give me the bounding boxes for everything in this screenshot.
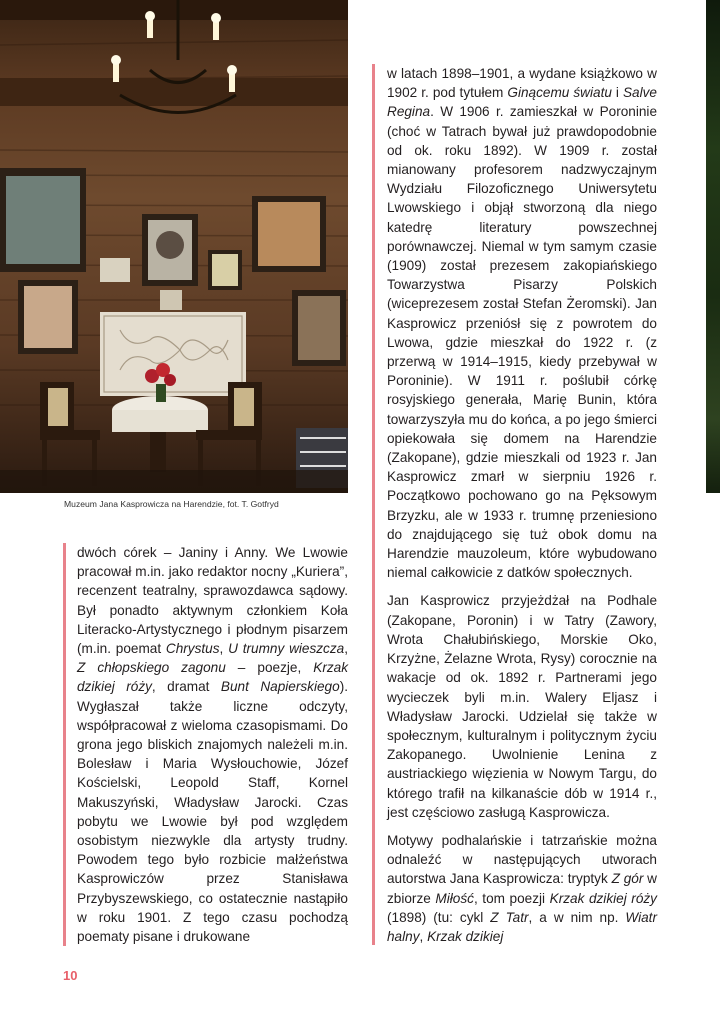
adjacent-page-photo-edge — [706, 0, 720, 493]
right-column-paragraph-2: Jan Kasprowicz przyjeżdżał na Podhale (Zakopane, Poronin) i w Tatry (Zawory, Wrota Chałubińskiego, Morskie Oko, Krzyżne, Żelazne Wrota, Rysy) corocznie na wakacje od ok. 1892 r. Partnerami jego wycieczek byli m.in. Walery Eljasz i Władysław Jarocki. Udzielał się także w społecznym, kulturalnym i politycznym życiu Zakopanego. Uwolnienie Lenina z austriackiego więzienia w Nowym Targu, do którego trafił na kilkanaście dób w 1914 r., jest częściowo zasługą Kasprowicza. — [387, 593, 657, 820]
left-column-accent-rule — [63, 543, 66, 946]
right-column-text — [387, 64, 657, 955]
photo-caption: Muzeum Jana Kasprowicza na Harendzie, fot. T. Gotfryd — [64, 499, 279, 509]
page-number: 10 — [63, 968, 78, 983]
museum-interior-photo — [0, 0, 348, 493]
left-column-paragraph: dwóch córek – Janiny i Anny. We Lwowie pracował m.in. jako redaktor nocny „Kuriera”, recenzent teatralny, sprawozdawca sądowy. Był ponadto aktywnym członkiem Koła Literacko-Artystycznego i płodnym pisarzem (m.in. poemat Chrystus, U trumny wieszcza, Z chłopskiego zagonu – poezje, Krzak dzikiej róży, dramat Bunt Napierskiego). Wygłaszał także liczne odczyty, współpracował z wieloma czasopismami. Do grona jego bliskich znajomych należeli m.in. Bolesław i Maria Wysłouchowie, Józef Kościelski, Leopold Staff, Kornel Makuszyński, Władysław Jarocki. Czas pobytu we Lwowie był pod względem osobistym niezwykle dla artysty trudny. Powodem tego było rozbicie małżeństwa Kasprowiczów przez Stanisława Przybyszewskiego, co ostatecznie nastąpiło w roku 1901. Z tego czasu pochodzą poematy pisane i drukowane — [77, 545, 349, 945]
right-column-paragraph-3: Motywy podhalańskie i tatrzańskie można odnaleźć w następujących utworach autorstwa Jana Kasprowicza: tryptyk Z gór w zbiorze Miłość, tom poezji Krzak dzikiej róży (1898) (tu: cykl Z Tatr, a w nim np. Wiatr halny, Krzak dzikiej — [387, 832, 657, 944]
right-column-accent-rule — [372, 64, 375, 945]
right-column-paragraph-1: w latach 1898–1901, a wydane książkowo w 1902 r. pod tytułem Ginącemu światu i Salve Regina. W 1906 r. zamieszkał w Poroninie (choć w Tatrach bywał już prawdopodobnie od ok. roku 1892). W 1909 r. został mianowany profesorem nadzwyczajnym Wydziału Filozoficznego Uniwersytetu Lwowskiego i objął stworzoną dla niego katedrę literatury powszechnej porównawczej. Niemal w tym samym czasie (1909) został prezesem zakopiańskiego Towarzystwa Pisarzy Polskich (wiceprezesem został Stefan Żeromski). Jan Kasprowicz przeniósł się z powrotem do Lwowa, gdzie mieszkał do 1922 r. (z przerwą w 1914–1915, kiedy przebywał w Poroninie). W 1911 r. poślubił córkę rosyjskiego generała, Marię Bunin, która towarzyszyła mu do końca, a po jego śmierci opiekowała się domem na Harendzie (Zakopane), gdzie mieszkali od 1923 r. Jan Kasprowicz zmarł w sierpniu 1926 r. Początkowo pochowano go na Pęksowym Brzyzku, ale w 1933 r. trumnę przeniesiono do znajdującego się tuż obok domu na Harendzie mauzoleum, które wybudowano niemal całkowicie z datków społecznych. — [387, 66, 657, 581]
left-column-text — [77, 543, 348, 955]
